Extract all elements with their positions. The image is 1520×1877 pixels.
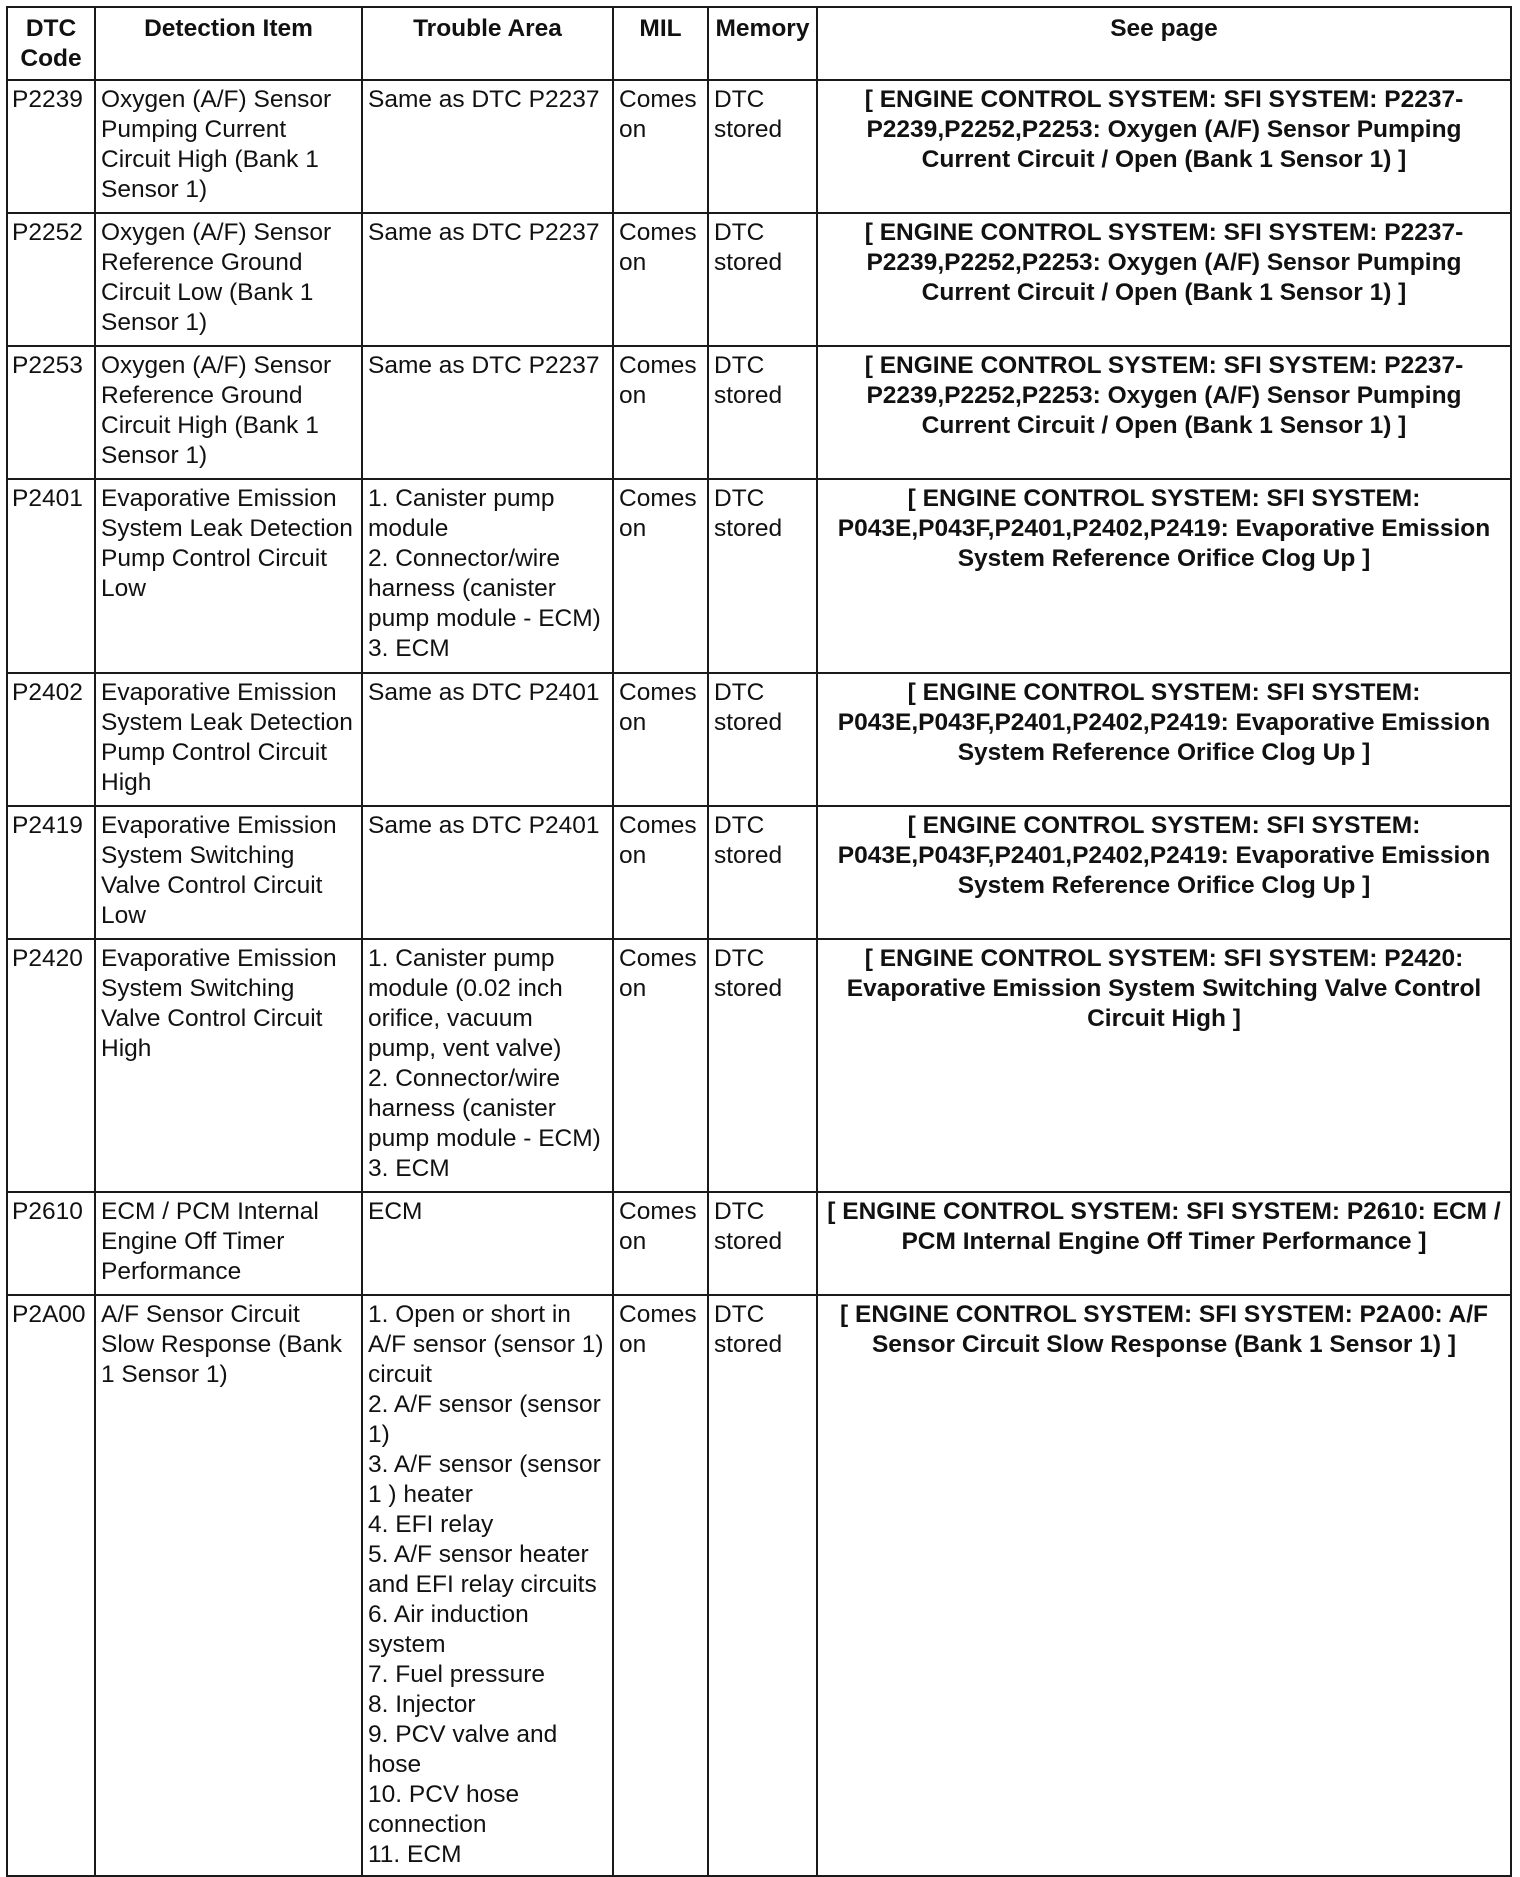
- see-page-cell: [ ENGINE CONTROL SYSTEM: SFI SYSTEM: P2610: ECM / PCM Internal Engine Off Timer Performance ]: [817, 1192, 1511, 1295]
- see-page-cell: [ ENGINE CONTROL SYSTEM: SFI SYSTEM: P2A00: A/F Sensor Circuit Slow Response (Bank 1 Sensor 1) ]: [817, 1295, 1511, 1876]
- trouble-area-cell: [362, 213, 613, 346]
- trouble-area-line: 3. ECM: [368, 635, 450, 662]
- dtc-code-cell: P2252: [7, 213, 95, 346]
- table-row: [7, 1192, 1511, 1295]
- header-dtc-code: [7, 7, 95, 80]
- see-page-cell: [ ENGINE CONTROL SYSTEM: SFI SYSTEM: P043E,P043F,P2401,P2402,P2419: Evaporative Emission System Reference Orifice Clog Up ]: [817, 479, 1511, 673]
- table-row: [7, 80, 1511, 213]
- mil-cell: Comes on: [613, 213, 708, 346]
- header-detection-item: Detection Item: [95, 7, 362, 80]
- table-row: [7, 673, 1511, 806]
- trouble-area-line: 2. A/F sensor (sensor 1): [368, 1391, 601, 1448]
- mil-cell: Comes on: [613, 479, 708, 673]
- detection-item-cell: Oxygen (A/F) Sensor Reference Ground Circuit Low (Bank 1 Sensor 1): [95, 213, 362, 346]
- trouble-area-line: Same as DTC P2401: [368, 812, 600, 839]
- table-row: [7, 479, 1511, 673]
- header-trouble-area: Trouble Area: [362, 7, 613, 80]
- trouble-area-line: 1. Canister pump module: [368, 485, 555, 542]
- dtc-code-cell: P2239: [7, 80, 95, 213]
- trouble-area-line: 1. Open or short in A/F sensor (sensor 1) circuit: [368, 1301, 604, 1388]
- table-header-row: [7, 7, 1511, 80]
- dtc-code-cell: P2419: [7, 806, 95, 939]
- trouble-area-line: 7. Fuel pressure: [368, 1661, 546, 1688]
- detection-item-cell: Evaporative Emission System Leak Detection Pump Control Circuit Low: [95, 479, 362, 673]
- trouble-area-line: 3. A/F sensor (sensor 1 ) heater: [368, 1451, 601, 1508]
- dtc-code-cell: P2253: [7, 346, 95, 479]
- trouble-area-line: 1. Canister pump module (0.02 inch orifice, vacuum pump, vent valve): [368, 945, 563, 1062]
- detection-item-cell: Evaporative Emission System Leak Detection Pump Control Circuit High: [95, 673, 362, 806]
- mil-cell: Comes on: [613, 1295, 708, 1876]
- trouble-area-cell: [362, 1192, 613, 1295]
- trouble-area-line: 4. EFI relay: [368, 1511, 494, 1538]
- trouble-area-line: Same as DTC P2237: [368, 352, 600, 379]
- trouble-area-line: 3. ECM: [368, 1155, 450, 1182]
- table-row: [7, 213, 1511, 346]
- trouble-area-line: 8. Injector: [368, 1691, 476, 1718]
- table-row: [7, 346, 1511, 479]
- see-page-cell: [ ENGINE CONTROL SYSTEM: SFI SYSTEM: P2237-P2239,P2252,P2253: Oxygen (A/F) Sensor Pumping Current Circuit / Open (Bank 1 Sensor 1) ]: [817, 80, 1511, 213]
- table-row: [7, 939, 1511, 1192]
- trouble-area-cell: [362, 479, 613, 673]
- mil-cell: Comes on: [613, 1192, 708, 1295]
- memory-cell: DTC stored: [708, 80, 817, 213]
- trouble-area-line: 6. Air induction system: [368, 1601, 529, 1658]
- trouble-area-cell: [362, 80, 613, 213]
- detection-item-cell: Evaporative Emission System Switching Valve Control Circuit High: [95, 939, 362, 1192]
- see-page-cell: [ ENGINE CONTROL SYSTEM: SFI SYSTEM: P043E,P043F,P2401,P2402,P2419: Evaporative Emission System Reference Orifice Clog Up ]: [817, 806, 1511, 939]
- trouble-area-line: 10. PCV hose connection: [368, 1781, 520, 1838]
- memory-cell: DTC stored: [708, 673, 817, 806]
- memory-cell: DTC stored: [708, 1192, 817, 1295]
- detection-item-cell: A/F Sensor Circuit Slow Response (Bank 1 Sensor 1): [95, 1295, 362, 1876]
- trouble-area-cell: [362, 346, 613, 479]
- trouble-area-line: 2. Connector/wire harness (canister pump module - ECM): [368, 545, 601, 632]
- trouble-area-line: 2. Connector/wire harness (canister pump module - ECM): [368, 1065, 601, 1152]
- memory-cell: DTC stored: [708, 1295, 817, 1876]
- see-page-cell: [ ENGINE CONTROL SYSTEM: SFI SYSTEM: P2420: Evaporative Emission System Switching Valve Control Circuit High ]: [817, 939, 1511, 1192]
- memory-cell: DTC stored: [708, 806, 817, 939]
- detection-item-cell: ECM / PCM Internal Engine Off Timer Performance: [95, 1192, 362, 1295]
- trouble-area-line: Same as DTC P2237: [368, 219, 600, 246]
- header-dtc-code-line2: Code: [20, 45, 82, 72]
- trouble-area-line: Same as DTC P2237: [368, 86, 600, 113]
- detection-item-cell: Oxygen (A/F) Sensor Reference Ground Circuit High (Bank 1 Sensor 1): [95, 346, 362, 479]
- mil-cell: Comes on: [613, 80, 708, 213]
- table-row: [7, 806, 1511, 939]
- dtc-code-cell: P2401: [7, 479, 95, 673]
- memory-cell: DTC stored: [708, 346, 817, 479]
- trouble-area-cell: [362, 673, 613, 806]
- mil-cell: Comes on: [613, 346, 708, 479]
- detection-item-cell: Oxygen (A/F) Sensor Pumping Current Circuit High (Bank 1 Sensor 1): [95, 80, 362, 213]
- header-mil: MIL: [613, 7, 708, 80]
- dtc-code-cell: P2402: [7, 673, 95, 806]
- mil-cell: Comes on: [613, 806, 708, 939]
- trouble-area-cell: [362, 806, 613, 939]
- dtc-table: [6, 6, 1512, 1877]
- see-page-cell: [ ENGINE CONTROL SYSTEM: SFI SYSTEM: P2237-P2239,P2252,P2253: Oxygen (A/F) Sensor Pumping Current Circuit / Open (Bank 1 Sensor 1) ]: [817, 213, 1511, 346]
- dtc-code-cell: P2420: [7, 939, 95, 1192]
- see-page-cell: [ ENGINE CONTROL SYSTEM: SFI SYSTEM: P043E,P043F,P2401,P2402,P2419: Evaporative Emission System Reference Orifice Clog Up ]: [817, 673, 1511, 806]
- mil-cell: Comes on: [613, 673, 708, 806]
- table-row: [7, 1295, 1511, 1876]
- header-dtc-code-line1: DTC: [25, 15, 77, 42]
- memory-cell: DTC stored: [708, 939, 817, 1192]
- trouble-area-cell: [362, 939, 613, 1192]
- header-memory: Memory: [708, 7, 817, 80]
- memory-cell: DTC stored: [708, 213, 817, 346]
- table-body: [7, 80, 1511, 1876]
- trouble-area-line: Same as DTC P2401: [368, 679, 600, 706]
- memory-cell: DTC stored: [708, 479, 817, 673]
- trouble-area-line: 5. A/F sensor heater and EFI relay circuits: [368, 1541, 597, 1598]
- see-page-cell: [ ENGINE CONTROL SYSTEM: SFI SYSTEM: P2237-P2239,P2252,P2253: Oxygen (A/F) Sensor Pumping Current Circuit / Open (Bank 1 Sensor 1) ]: [817, 346, 1511, 479]
- trouble-area-line: 9. PCV valve and hose: [368, 1721, 558, 1778]
- detection-item-cell: Evaporative Emission System Switching Valve Control Circuit Low: [95, 806, 362, 939]
- header-see-page: See page: [817, 7, 1511, 80]
- trouble-area-cell: [362, 1295, 613, 1876]
- dtc-code-cell: P2A00: [7, 1295, 95, 1876]
- trouble-area-line: ECM: [368, 1198, 423, 1225]
- trouble-area-line: 11. ECM: [368, 1841, 462, 1868]
- dtc-code-cell: P2610: [7, 1192, 95, 1295]
- mil-cell: Comes on: [613, 939, 708, 1192]
